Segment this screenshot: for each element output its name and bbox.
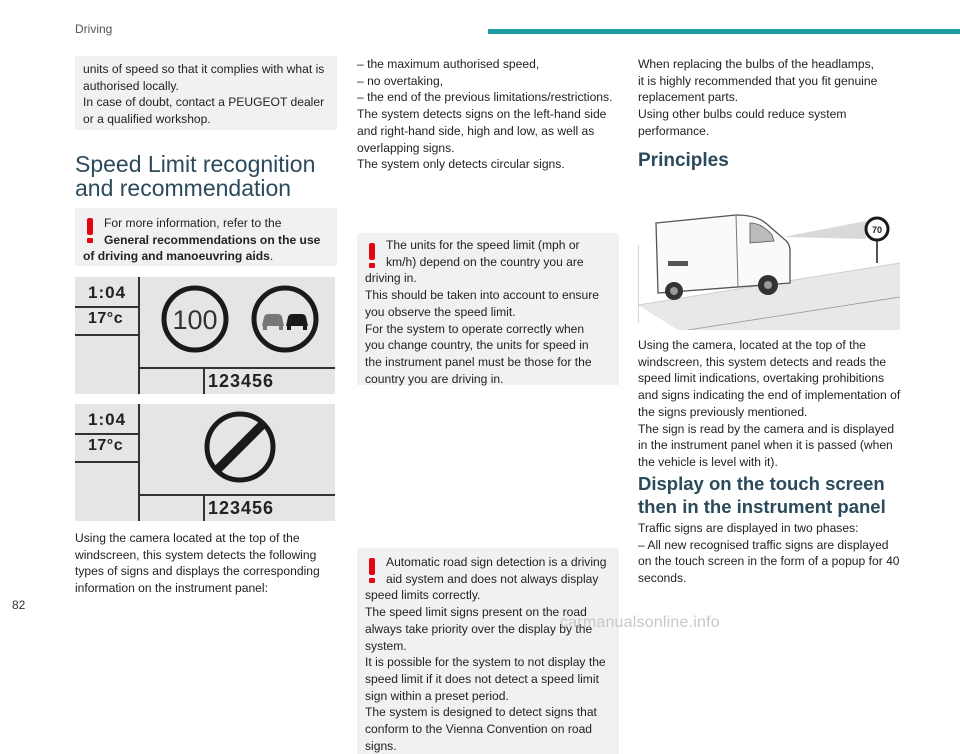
note-line: driving in. xyxy=(365,271,417,286)
body-line: speed limit indications, overtaking prohibitions xyxy=(638,371,885,386)
heading-line: Speed Limit recognition xyxy=(75,151,316,177)
body-line: it is highly recommended that you fit genuine xyxy=(638,73,878,88)
body-line: When replacing the bulbs of the headlamps, xyxy=(638,57,874,71)
body-line: The system only detects circular signs. xyxy=(357,157,565,172)
panel-clock: 1:04 xyxy=(88,410,127,429)
body-line: replacement parts. xyxy=(638,90,739,105)
body-line: and signs indicating the end of implementation of xyxy=(638,388,901,403)
body-line: performance. xyxy=(638,123,710,138)
intro-line: units of speed so that it complies with what is xyxy=(83,62,325,76)
note-line: system. xyxy=(365,638,407,653)
warning-icon xyxy=(83,216,97,244)
body-line: windscreen, this system detects the following xyxy=(75,547,317,562)
intro-note-box xyxy=(75,56,337,130)
header-accent-bar xyxy=(488,29,960,34)
body-line: the vehicle is level with it). xyxy=(638,454,778,469)
col1-body-text xyxy=(75,530,340,597)
note-line: you change country, the units for speed in xyxy=(365,338,589,353)
body-line: Using the camera located at the top of the xyxy=(75,531,300,545)
illustration-sign-value: 70 xyxy=(871,225,883,235)
body-line: Using other bulbs could reduce system xyxy=(638,107,847,122)
note-link-text: of driving and manoeuvring aids xyxy=(83,249,270,264)
note-line: country you are driving in. xyxy=(365,371,504,386)
body-line: and right-hand side, high and low, as well as xyxy=(357,123,595,138)
principles-body-text xyxy=(638,337,910,471)
note-line: the instrument panel must be those for the xyxy=(365,354,592,369)
body-line: the signs previously mentioned. xyxy=(638,404,808,419)
list-item: – All new recognised traffic signs are displayed xyxy=(638,537,889,552)
panel-odometer: 123456 xyxy=(208,371,275,391)
panel-temperature: 17°c xyxy=(88,437,124,454)
watermark: carmanualsonline.info xyxy=(560,614,720,631)
note-line: conform to the Vienna Convention on road xyxy=(365,722,593,737)
bulb-replacement-text xyxy=(638,56,908,140)
panel-odometer: 123456 xyxy=(208,498,275,518)
principles-heading: Principles xyxy=(638,150,729,171)
body-line: on the touch screen in the form of a popup for 40 xyxy=(638,554,900,569)
body-line: types of signs and displays the corresponding xyxy=(75,564,320,579)
note-line: The system is designed to detect signs that xyxy=(365,705,597,720)
body-line: Traffic signs are displayed in two phases: xyxy=(638,521,859,535)
body-line: seconds. xyxy=(638,571,687,586)
intro-line: or a qualified workshop. xyxy=(83,112,211,127)
body-line: in the instrument panel when it is passed (when xyxy=(638,438,893,453)
note-period: . xyxy=(269,249,274,264)
note-line: The speed limit signs present on the road xyxy=(365,605,587,620)
speed-limit-sign-icon xyxy=(160,284,230,354)
list-item: – no overtaking, xyxy=(357,73,444,88)
speed-sign-value: 100 xyxy=(172,305,218,335)
instrument-panel-end-of-restriction xyxy=(75,404,335,521)
section-title: Driving xyxy=(75,22,113,36)
note-line: signs. xyxy=(365,738,397,753)
panel-clock: 1:04 xyxy=(88,283,127,302)
heading-line: then in the instrument panel xyxy=(638,495,886,517)
note-line: always take priority over the display by the xyxy=(365,621,593,636)
note-line: The units for the speed limit (mph or xyxy=(386,238,580,252)
reference-note-box xyxy=(75,208,337,266)
intro-line: authorised locally. xyxy=(83,78,179,93)
note-line: you observe the speed limit. xyxy=(365,304,516,319)
warning-icon xyxy=(365,556,379,584)
end-of-restriction-sign-icon xyxy=(203,410,277,484)
body-line: overlapping signs. xyxy=(357,140,455,155)
note-line: speed limits correctly. xyxy=(365,588,481,603)
heading-line: and recommendation xyxy=(75,175,292,201)
body-line: Using the camera, located at the top of the xyxy=(638,338,866,352)
note-line: speed limit if it does not detect a speed limit xyxy=(365,671,599,686)
note-line-bold: General recommendations on the use xyxy=(104,232,321,247)
list-item: – the end of the previous limitations/restrictions. xyxy=(357,90,613,105)
page-number: 82 xyxy=(12,598,26,612)
note-line: For more information, refer to the xyxy=(104,216,282,230)
note-line: aid system and does not always display xyxy=(386,571,599,586)
heading-line: Display on the touch screen xyxy=(638,473,885,494)
no-overtaking-sign-icon xyxy=(250,284,320,354)
body-line: information on the instrument panel: xyxy=(75,581,268,596)
body-line: The system detects signs on the left-hand side xyxy=(357,107,607,122)
note-line: For the system to operate correctly when xyxy=(365,321,585,336)
display-body-text xyxy=(638,520,910,587)
list-item: – the maximum authorised speed, xyxy=(357,57,540,71)
note-line: sign within a preset period. xyxy=(365,688,509,703)
detection-note-box xyxy=(357,548,619,754)
note-line: This should be taken into account to ensure xyxy=(365,288,599,303)
note-line: It is possible for the system to not display the xyxy=(365,655,606,670)
note-line: Automatic road sign detection is a driving xyxy=(386,555,607,569)
panel-temperature: 17°c xyxy=(88,310,124,327)
warning-icon xyxy=(365,241,379,269)
display-heading xyxy=(638,473,928,518)
body-line: windscreen, this system detects and reads the xyxy=(638,354,887,369)
sign-types-list xyxy=(357,56,622,173)
note-line: km/h) depend on the country you are xyxy=(386,254,584,269)
instrument-panel-speed-limit xyxy=(75,277,335,394)
section-heading xyxy=(75,152,337,200)
intro-line: In case of doubt, contact a PEUGEOT dealer xyxy=(83,95,325,110)
body-line: The sign is read by the camera and is displayed xyxy=(638,421,895,436)
units-note-box xyxy=(357,233,619,385)
van-camera-illustration xyxy=(638,205,900,330)
